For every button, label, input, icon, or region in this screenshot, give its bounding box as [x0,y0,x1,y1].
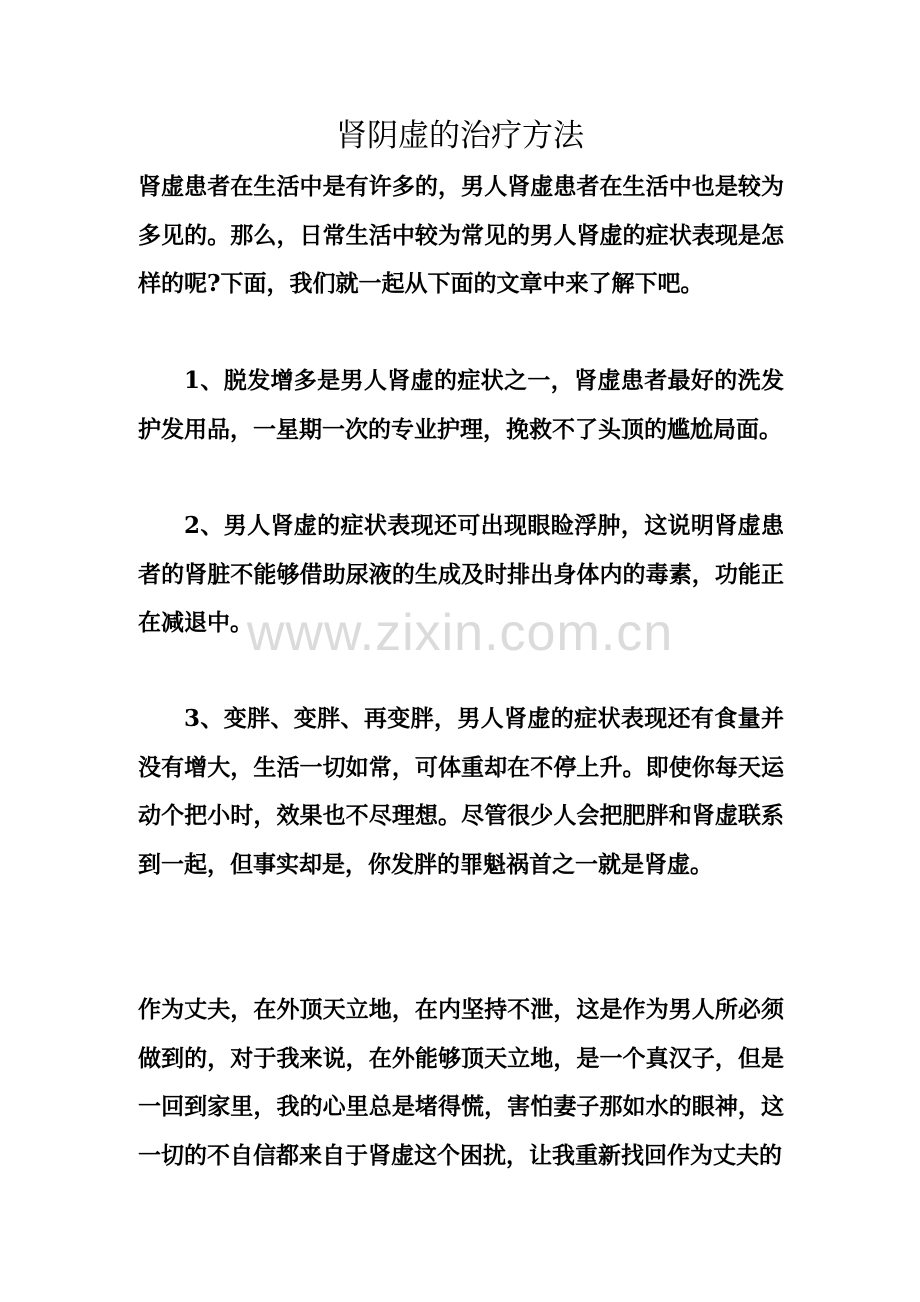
symptom-paragraph-3: 3、变胖、变胖、再变胖，男人肾虚的症状表现还有食量并没有增大，生活一切如常，可体重却在不停上升。即使你每天运动个把小时，效果也不尽理想。尽管很少人会把肥胖和肾虚联系到一起，但事实却是，你发胖的罪魁祸首之一就是肾虚。 [138,705,784,878]
watermark: www.zixin.com.cn [246,604,674,662]
symptom-paragraph-2: 2、男人肾虚的症状表现还可出现眼睑浮肿，这说明肾虚患者的肾脏不能够借助尿液的生成及时排出身体内的毒素，功能正在减退中。 [138,512,784,636]
closing-paragraph: 作为丈夫，在外顶天立地，在内坚持不泄，这是作为男人所必须做到的，对于我来说，在外能够顶天立地，是一个真汉子，但是一回到家里，我的心里总是堵得慌，害怕妻子那如水的眼神，这一切的不自信都来自于肾虚这个困扰，让我重新找回作为丈夫的 [138,996,784,1169]
symptom-paragraph-1: 1、脱发增多是男人肾虚的症状之一，肾虚患者最好的洗发护发用品，一星期一次的专业护理，挽救不了头顶的尴尬局面。 [138,367,784,443]
intro-paragraph: 肾虚患者在生活中是有许多的，男人肾虚患者在生活中也是较为多见的。那么，日常生活中较为常见的男人肾虚的症状表现是怎样的呢?下面，我们就一起从下面的文章中来了解下吧。 [138,173,784,297]
document-title: 肾阴虚的治疗方法 [336,118,584,154]
